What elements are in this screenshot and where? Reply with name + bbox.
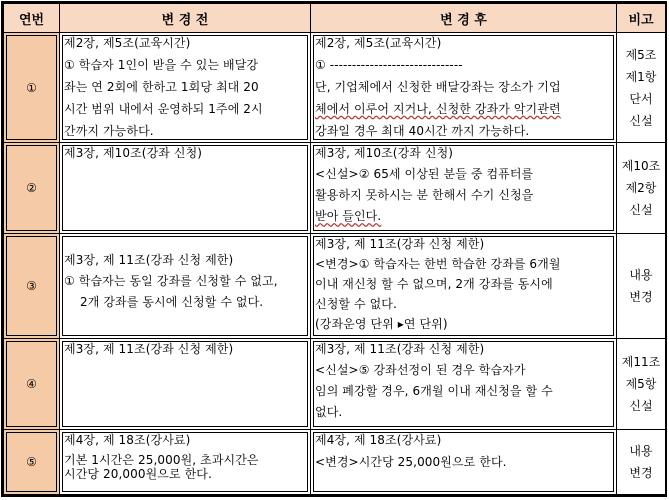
after-line: 강좌일 경우 최대 40시간 까지 가능하다. — [315, 124, 530, 139]
table-row — [4, 143, 666, 234]
before-line: 제2장, 제5조(교육시간) — [64, 36, 191, 51]
before-line: 제3장, 제10조(강좌 신청) — [64, 146, 203, 161]
row-number — [4, 143, 60, 234]
after-line: 제3장, 제10조(강좌 신청) — [315, 146, 454, 161]
before-cell — [60, 429, 311, 494]
note-line: 제10조 — [621, 159, 661, 174]
note-line: 제11조 — [621, 354, 661, 369]
note-cell — [617, 429, 666, 494]
note-line: 제2항 — [625, 181, 657, 196]
before-cell — [60, 143, 311, 234]
note-line: 변경 — [629, 290, 653, 305]
after-line: 없다. — [315, 404, 343, 419]
before-line: 시간 범위 내에서 운영하되 1주에 2시 — [64, 102, 263, 117]
after-line: <변경>① 학습자는 한번 학습한 강좌를 6개월 — [315, 257, 561, 272]
after-line: <신설>⑤ 강좌선정이 된 경우 학습자가 — [315, 362, 526, 377]
table-row — [4, 234, 666, 338]
note-line: 신설 — [629, 398, 653, 413]
before-line: 제4장, 제 18조(강사료) — [64, 432, 191, 447]
after-line: 활용하지 못하시는 분 한해서 수기 신청을 — [315, 188, 534, 203]
note-cell — [617, 338, 666, 429]
after-line: 체에서 이루어 지거나, 신청한 강좌가 악기관련 — [315, 102, 561, 117]
table-row — [4, 429, 666, 494]
note-line: 제5조 — [625, 47, 657, 62]
after-line: (강좌운영 단위 ▸연 단위) — [315, 317, 448, 332]
amendment-table-frame — [1, 1, 667, 497]
row-number — [4, 429, 60, 494]
note-cell — [617, 143, 666, 234]
after-line: 제3장, 제 11조(강좌 신청 제한) — [315, 341, 485, 356]
after-line: 임의 폐강할 경우, 6개월 이내 재신청을 할 수 — [315, 383, 553, 398]
before-line: 2개 강좌를 동시에 신청할 수 없다. — [80, 295, 264, 310]
after-line: 제3장, 제 11조(강좌 신청 제한) — [315, 237, 485, 252]
before-line: 제3장, 제 11조(강좌 신청 제한) — [64, 253, 234, 268]
after-line: 받아 들인다. — [315, 209, 382, 224]
note-cell — [617, 33, 666, 143]
row-number-label: ② — [26, 181, 37, 196]
note-line: 변경 — [629, 465, 653, 480]
row-number — [4, 338, 60, 429]
after-line: 신청할 수 없다. — [315, 297, 397, 312]
before-cell — [60, 338, 311, 429]
after-line: 이내 재신청 할 수 없으며, 2개 강좌를 동시에 — [315, 277, 553, 292]
after-line: 제4장, 제 18조(강사료) — [315, 432, 442, 447]
before-line: ① 학습자 1인이 받을 수 있는 배달강 — [64, 58, 259, 73]
header-note: 비고 — [617, 4, 666, 33]
note-line: 내용 — [629, 268, 653, 283]
header-no: 연번 — [4, 4, 60, 33]
note-line: 내용 — [629, 443, 653, 458]
after-cell — [311, 143, 617, 234]
table-row — [4, 33, 666, 143]
after-line: 단, 기업체에서 신청한 배달강좌는 장소가 기업 — [315, 80, 561, 95]
before-line: 시간당 20,000원으로 한다. — [64, 466, 212, 481]
after-line: ① ------------------------------ — [315, 58, 463, 73]
row-number — [4, 234, 60, 338]
row-number — [4, 33, 60, 143]
row-number-label: ③ — [26, 279, 37, 294]
row-number-label: ④ — [26, 376, 37, 391]
table-row — [4, 338, 666, 429]
before-line: 기본 1시간은 25,000원, 초과시간은 — [64, 452, 259, 467]
after-cell — [311, 338, 617, 429]
before-line: 좌는 연 2회에 한하고 1회당 최대 20 — [64, 80, 259, 95]
row-number-label: ⑤ — [26, 454, 37, 469]
after-line: <변경>시간당 25,000원으로 한다. — [315, 454, 507, 469]
note-line: 신설 — [629, 203, 653, 218]
before-line: 간까지 가능하다. — [64, 124, 154, 139]
after-cell — [311, 234, 617, 338]
before-line: 제3장, 제 11조(강좌 신청 제한) — [64, 341, 234, 356]
header-row — [4, 4, 666, 33]
after-line: 제2장, 제5조(교육시간) — [315, 36, 442, 51]
before-cell — [60, 33, 311, 143]
header-before: 변 경 전 — [60, 4, 311, 33]
before-cell — [60, 234, 311, 338]
amendment-table — [3, 3, 666, 495]
note-line: 제5항 — [625, 376, 657, 391]
after-cell — [311, 33, 617, 143]
before-line: ① 학습자는 동일 강좌를 신청할 수 없고, — [64, 274, 278, 289]
note-line: 단서 — [629, 91, 653, 106]
after-cell — [311, 429, 617, 494]
note-line: 제1항 — [625, 69, 657, 84]
note-line: 신설 — [629, 113, 653, 128]
after-line: <신설>② 65세 이상된 분들 중 컴퓨터를 — [315, 167, 534, 182]
header-after: 변 경 후 — [311, 4, 617, 33]
row-number-label: ① — [26, 80, 37, 95]
note-cell — [617, 234, 666, 338]
